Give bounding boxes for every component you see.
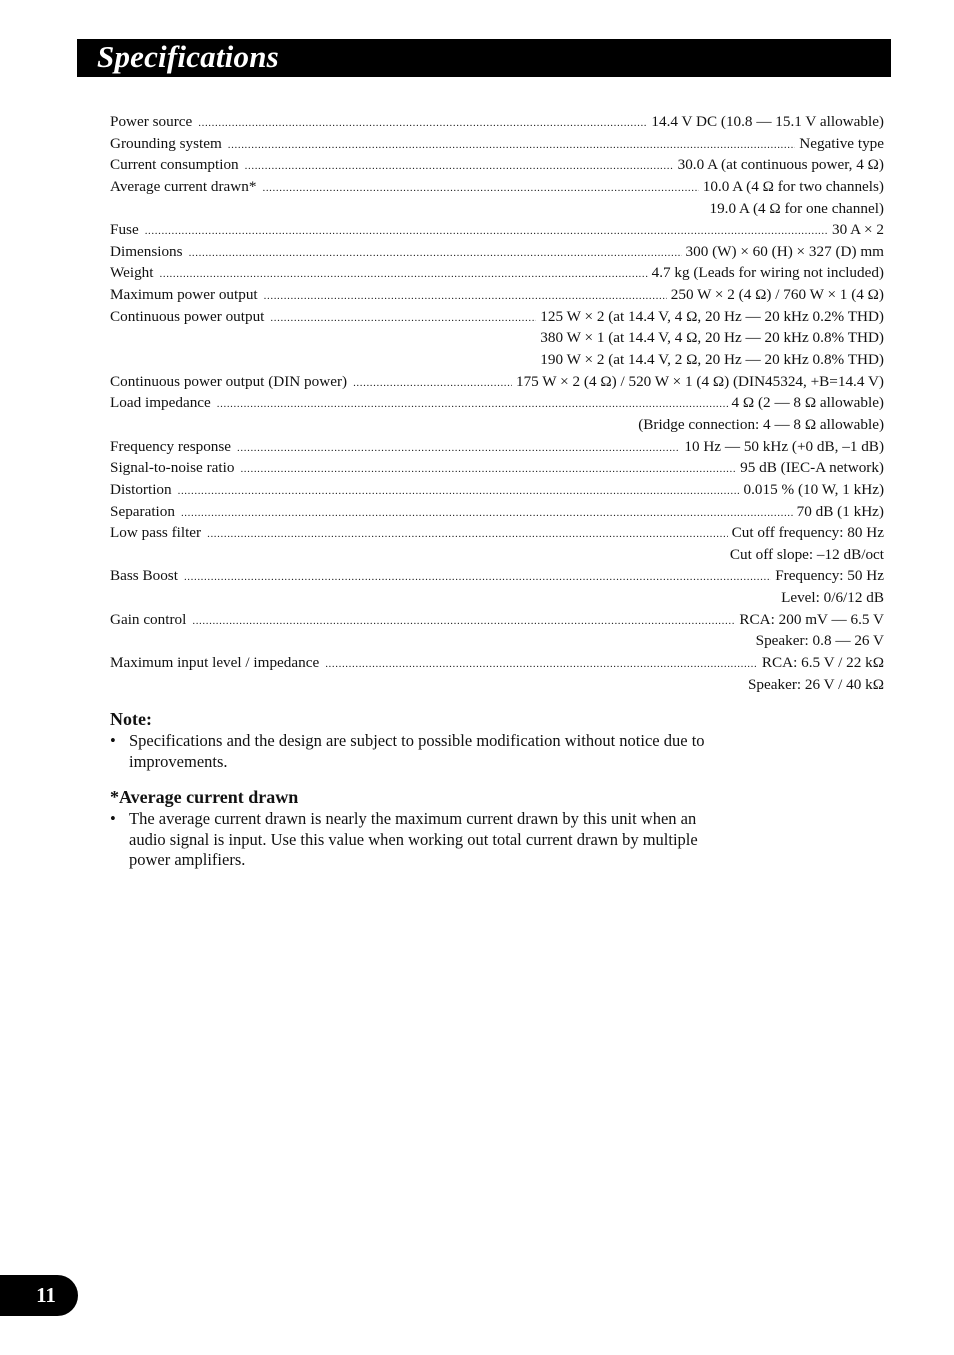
dot-leader	[353, 373, 512, 395]
spec-value: 190 W × 2 (at 14.4 V, 2 Ω, 20 Hz — 20 kHz 0.8% THD)	[540, 351, 884, 369]
spec-label: Continuous power output (DIN power)	[110, 372, 348, 390]
spec-label: Gain control	[110, 610, 187, 628]
spec-value: Negative type	[799, 134, 884, 152]
spec-value: 19.0 A (4 Ω for one channel)	[709, 199, 884, 217]
spec-row-continuation	[110, 349, 884, 371]
spec-value: Speaker: 26 V / 40 kΩ	[747, 675, 884, 693]
spec-row	[110, 371, 884, 393]
spec-value: 125 W × 2 (at 14.4 V, 4 Ω, 20 Hz — 20 kHz 0.2% THD)	[540, 307, 884, 325]
spec-row	[110, 457, 884, 479]
spec-row-continuation	[110, 544, 884, 566]
spec-value: Frequency: 50 Hz	[775, 567, 884, 585]
dot-leader	[240, 459, 736, 481]
spec-label: Weight	[110, 264, 154, 282]
spec-value: RCA: 200 mV — 6.5 V	[739, 610, 884, 628]
spec-value: 4 Ω (2 — 8 Ω allowable)	[731, 394, 884, 412]
spec-value: 10 Hz — 50 kHz (+0 dB, –1 dB)	[684, 437, 884, 455]
spec-row	[110, 176, 884, 198]
spec-label: Maximum power output	[110, 286, 258, 304]
spec-label: Separation	[110, 502, 175, 520]
spec-row	[110, 111, 884, 133]
spec-row-continuation	[110, 587, 884, 609]
spec-value: Level: 0/6/12 dB	[781, 589, 884, 607]
dot-leader	[245, 156, 674, 178]
dot-leader	[189, 243, 682, 265]
spec-label: Average current drawn*	[110, 177, 257, 195]
dot-leader	[192, 611, 735, 633]
spec-value: 175 W × 2 (4 Ω) / 520 W × 1 (4 Ω) (DIN45324, +B=14.4 V)	[515, 372, 884, 390]
spec-row	[110, 501, 884, 523]
spec-row	[110, 479, 884, 501]
spec-label: Fuse	[110, 221, 139, 239]
dot-leader	[145, 221, 828, 243]
spec-label: Grounding system	[110, 134, 222, 152]
dot-leader	[217, 394, 728, 416]
spec-row	[110, 133, 884, 155]
spec-value: 10.0 A (4 Ω for two channels)	[702, 177, 884, 195]
dot-leader	[160, 264, 648, 286]
spec-row-continuation	[110, 674, 884, 696]
spec-value: 380 W × 1 (at 14.4 V, 4 Ω, 20 Hz — 20 kHz 0.8% THD)	[540, 329, 884, 347]
average-current-section	[110, 786, 730, 871]
spec-row-continuation	[110, 327, 884, 349]
spec-row	[110, 154, 884, 176]
spec-value: 300 (W) × 60 (H) × 327 (D) mm	[685, 242, 884, 260]
spec-row	[110, 284, 884, 306]
spec-row-continuation	[110, 414, 884, 436]
dot-leader	[207, 524, 727, 546]
spec-value: Cut off frequency: 80 Hz	[731, 524, 884, 542]
page-title: Specifications	[97, 39, 279, 74]
spec-value: Speaker: 0.8 — 26 V	[755, 632, 884, 650]
note-heading: Note:	[110, 709, 152, 729]
spec-label: Continuous power output	[110, 307, 265, 325]
spec-row-continuation	[110, 630, 884, 652]
spec-label: Dimensions	[110, 242, 183, 260]
dot-leader	[264, 286, 667, 308]
dot-leader	[198, 113, 647, 135]
page-number: 11	[36, 1283, 56, 1307]
dot-leader	[237, 438, 680, 460]
dot-leader	[262, 178, 698, 200]
spec-value: 95 dB (IEC-A network)	[740, 459, 884, 477]
dot-leader	[181, 503, 793, 525]
dot-leader	[178, 481, 740, 503]
spec-value: (Bridge connection: 4 — 8 Ω allowable)	[638, 415, 884, 433]
spec-value: 30.0 A (at continuous power, 4 Ω)	[677, 156, 884, 174]
average-current-heading: *Average current drawn	[110, 787, 299, 807]
spec-label: Current consumption	[110, 156, 239, 174]
spec-row	[110, 306, 884, 328]
dot-leader	[228, 135, 795, 157]
spec-value: RCA: 6.5 V / 22 kΩ	[761, 654, 884, 672]
average-current-bullet	[110, 809, 730, 871]
spec-value: 250 W × 2 (4 Ω) / 760 W × 1 (4 Ω)	[670, 286, 884, 304]
spec-row	[110, 436, 884, 458]
spec-value: 30 A × 2	[831, 221, 884, 239]
spec-label: Low pass filter	[110, 524, 202, 542]
spec-label: Power source	[110, 113, 193, 130]
spec-label: Signal-to-noise ratio	[110, 459, 235, 477]
spec-row	[110, 609, 884, 631]
spec-value: 4.7 kg (Leads for wiring not included)	[651, 264, 884, 282]
spec-label: Bass Boost	[110, 567, 178, 585]
spec-row-continuation	[110, 198, 884, 220]
note-section	[110, 708, 730, 772]
spec-value: 14.4 V DC (10.8 — 15.1 V allowable)	[651, 113, 884, 130]
spec-label: Maximum input level / impedance	[110, 654, 320, 672]
spec-value: 0.015 % (10 W, 1 kHz)	[743, 480, 884, 498]
page-number-tab	[0, 1275, 78, 1316]
spec-row	[110, 652, 884, 674]
note-text: Specifications and the design are subject to possible modification without notice due to improvements.	[129, 731, 705, 771]
spec-value: 70 dB (1 kHz)	[796, 502, 884, 520]
spec-row	[110, 219, 884, 241]
note-bullet	[110, 731, 730, 772]
spec-row	[110, 565, 884, 587]
title-bar	[77, 39, 891, 77]
spec-label: Load impedance	[110, 394, 211, 412]
bullet-mark: •	[110, 809, 116, 828]
average-current-text: The average current drawn is nearly the maximum current drawn by this unit when an audio signal is input. Use this value when working out total current drawn by multiple power amplifiers.	[129, 809, 698, 869]
dot-leader	[270, 308, 536, 330]
spec-label: Frequency response	[110, 437, 232, 455]
spec-row	[110, 392, 884, 414]
dot-leader	[325, 654, 758, 676]
spec-row	[110, 262, 884, 284]
bullet-mark: •	[110, 731, 116, 750]
spec-row	[110, 241, 884, 263]
dot-leader	[184, 567, 771, 589]
spec-list	[110, 111, 884, 695]
spec-label: Distortion	[110, 480, 172, 498]
spec-value: Cut off slope: –12 dB/oct	[729, 545, 884, 563]
spec-row	[110, 522, 884, 544]
